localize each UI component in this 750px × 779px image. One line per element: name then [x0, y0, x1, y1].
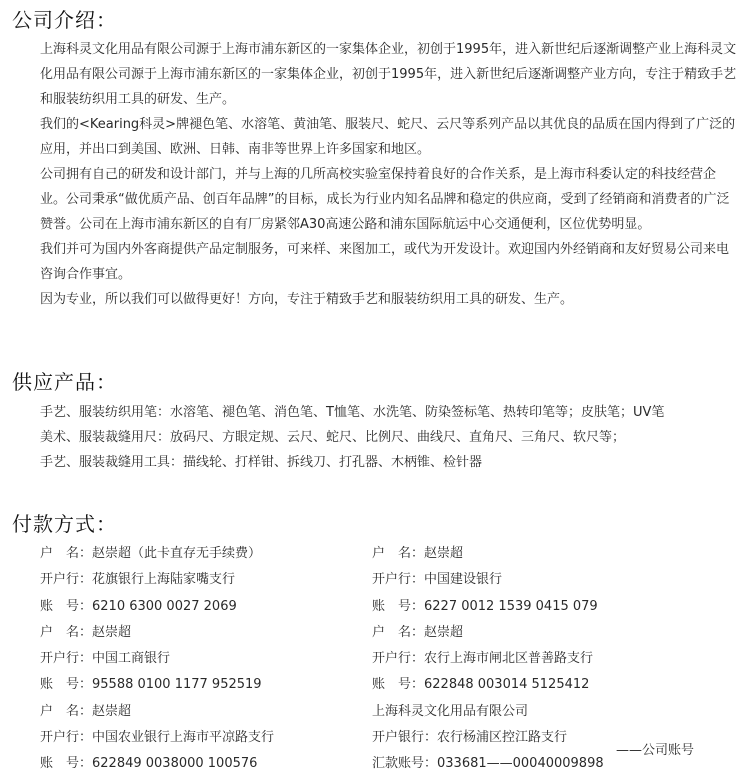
payment-right-line-8: 开户银行：农行杨浦区控江路支行: [372, 730, 568, 746]
payment-left-line-3: 账 号：6210 6300 0027 2069: [40, 598, 237, 614]
payment-left-line-4: 户 名：赵崇超: [40, 624, 132, 640]
payment-right-line-7: 上海科灵文化用品有限公司: [372, 703, 529, 719]
payment-left-line-2: 开户行：花旗银行上海陆家嘴支行: [40, 572, 236, 588]
company-intro-heading: 公司介绍：: [12, 8, 117, 32]
payment-left-line-8: 开户行：中国农业银行上海市平凉路支行: [40, 730, 275, 746]
payment-right-line-1: 户 名：赵崇超: [372, 546, 464, 561]
company-intro-section: [40, 37, 740, 312]
products-line-2: 美术、服装裁缝用尺：放码尺、方眼定规、云尺、蛇尺、比例尺、曲线尺、直角尺、三角尺、软尺等；: [40, 430, 626, 445]
payment-left-line-5: 开户行：中国工商银行: [40, 651, 171, 667]
products-heading: 供应产品：: [12, 370, 117, 394]
payment-right-line-4: 户 名：赵崇超: [372, 624, 464, 640]
products-line-3: 手艺、服装裁缝用工具：描线轮、打样钳、拆线刀、打孔器、木柄锥、检针器: [40, 455, 483, 470]
payment-right-line-9: 汇款账号：033681——00040009898: [372, 756, 604, 772]
products-section: [40, 400, 740, 475]
payment-left-line-6: 账 号：95588 0100 1177 952519: [40, 677, 262, 693]
payment-heading: 付款方式：: [12, 512, 117, 536]
payment-left-line-7: 户 名：赵崇超: [40, 703, 132, 719]
company-paragraph-1: 上海科灵文化用品有限公司源于上海市浦东新区的一家集体企业，初创于1995年，进入新世纪后逐渐调整产业上海科灵文化用品有限公司源于上海市浦东新区的一家集体企业，初创于1995年，进入新世纪后逐渐调整产业方向，专注于精致手艺和服装纺织用工具的研发、生产。: [40, 42, 737, 107]
products-line-1: 手艺、服装纺织用笔：水溶笔、褪色笔、消色笔、T恤笔、水洗笔、防染签标笔、热转印笔等；皮肤笔；UV笔: [40, 405, 665, 420]
company-paragraph-3: 公司拥有自己的研发和设计部门，并与上海的几所高校实验室保持着良好的合作关系，是上海市科委认定的科技经营企业。公司秉承“做优质产品、创百年品牌”的目标，成长为行业内知名品牌和稳定的供应商，受到了经销商和消费者的广泛赞誉。公司在上海市浦东新区的自有厂房紧邻A30高速公路和浦东国际航运中心交通便利，区位优势明显。: [40, 167, 730, 232]
company-paragraph-4: 我们并可为国内外客商提供产品定制服务，可来样、来图加工，或代为开发设计。欢迎国内外经销商和友好贸易公司来电咨询合作事宜。: [40, 242, 730, 282]
company-paragraph-2: 我们的<Kearing科灵>牌褪色笔、水溶笔、黄油笔、服装尺、蛇尺、云尺等系列产品以其优良的品质在国内得到了广泛的应用，并出口到美国、欧洲、日韩、南非等世界上许多国家和地区。: [40, 117, 736, 157]
payment-right-line-5: 开户行：农行上海市闸北区普善路支行: [372, 651, 594, 667]
payment-right-line-3: 账 号：6227 0012 1539 0415 079: [372, 598, 598, 614]
payment-right-line-2: 开户行：中国建设银行: [372, 572, 503, 588]
payment-right-line-6: 账 号：622848 003014 5125412: [372, 677, 590, 693]
company-account-note: ——公司账号: [616, 743, 695, 758]
company-paragraph-5: 因为专业，所以我们可以做得更好！方向，专注于精致手艺和服装纺织用工具的研发、生产。: [40, 292, 574, 307]
payment-left-line-9: 账 号：622849 0038000 100576: [40, 756, 258, 772]
payment-left-column: [40, 541, 274, 778]
payment-left-line-1: 户 名：赵崇超（此卡直存无手续费）: [40, 546, 262, 561]
payment-right-column: [372, 541, 604, 778]
